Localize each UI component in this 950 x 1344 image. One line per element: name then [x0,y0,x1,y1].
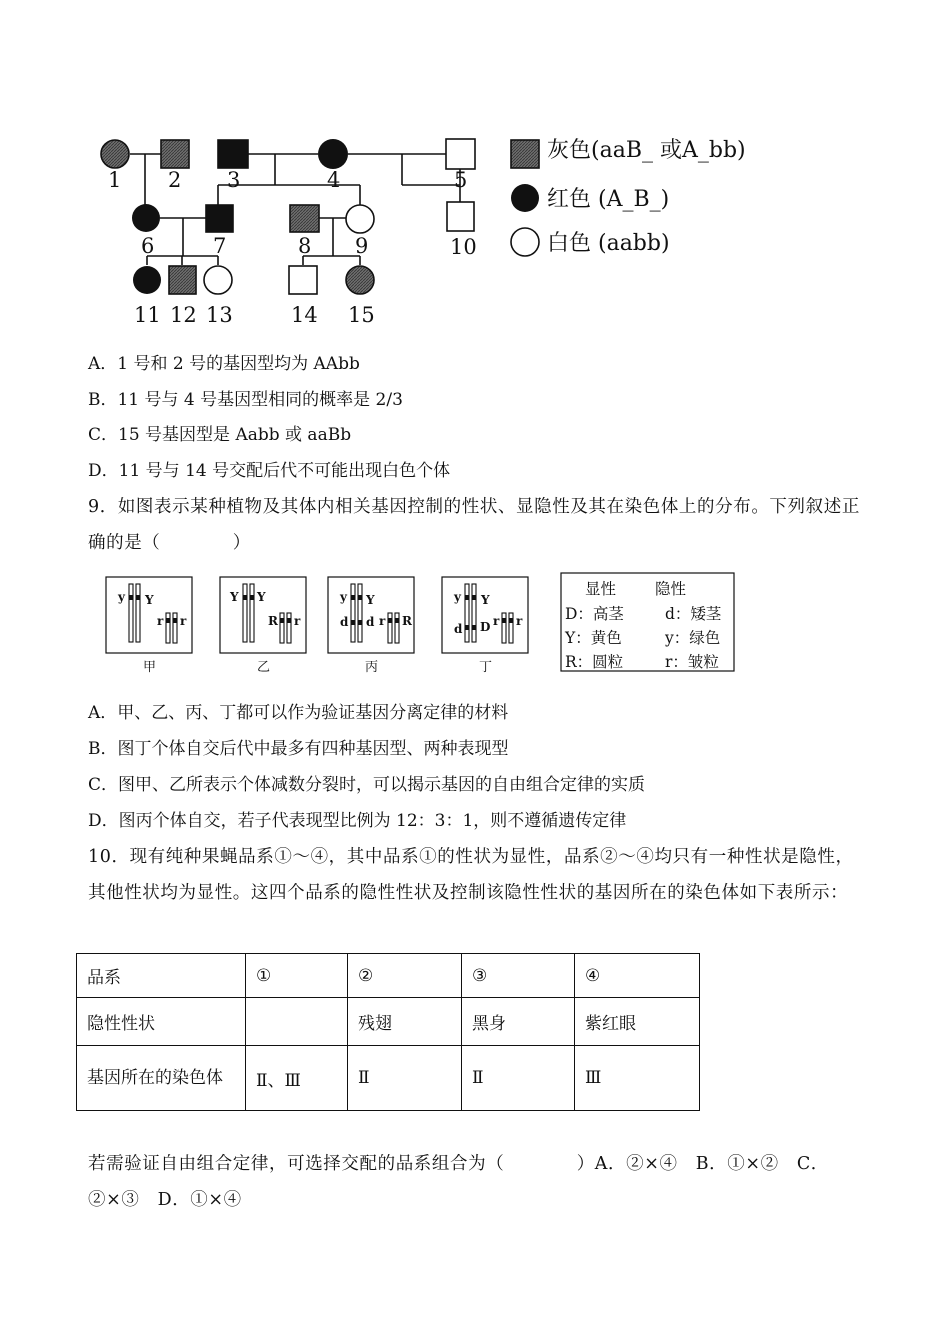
table-row [77,1046,700,1111]
gray-square-icon [511,140,539,168]
number-label: 4 [327,168,341,192]
gene-label: r [157,614,164,628]
q9-option-c: C．图甲、乙所表示个体减数分裂时，可以揭示基因的自由组合定律的实质 [88,775,646,795]
number-label: 13 [206,303,233,327]
gene-label: y [340,590,347,604]
legend-dominant: D：高茎 [565,605,624,623]
table-cell: ② [348,954,462,998]
number-label: 1 [108,168,122,192]
panel-label: 丁 [479,660,493,675]
legend-gray: 灰色(aaB_ 或A_bb) [547,138,746,163]
individual-9 [346,205,374,233]
gene-label: r [516,614,523,628]
gene-label: r [493,614,500,628]
legend-recessive: r：皱粒 [665,653,719,671]
gene-label: y [454,590,461,604]
q9-option-b: B．图丁个体自交后代中最多有四种基因型、两种表现型 [88,739,509,759]
number-label: 10 [450,235,477,259]
number-label: 8 [298,234,312,258]
table-cell: 残翅 [348,998,462,1046]
legend-dominant: R：圆粒 [565,653,624,671]
individual-14 [289,266,317,294]
panel-label: 甲 [143,660,157,675]
number-label: 7 [213,234,227,258]
table-cell: Ⅱ [348,1046,462,1111]
individual-12 [169,266,196,294]
table-cell: 基因所在的染色体 [77,1046,246,1111]
individual-1 [101,140,129,168]
q9-option-d: D．图丙个体自交，若子代表现型比例为 12：3：1，则不遵循遗传定律 [88,811,627,831]
individual-4 [318,139,348,169]
q9-option-a: A．甲、乙、丙、丁都可以作为验证基因分离定律的材料 [88,703,509,723]
table-cell: Ⅱ [462,1046,575,1111]
gene-label: r [180,614,187,628]
individual-5 [446,139,475,169]
individual-7 [206,205,233,232]
individual-15 [346,266,374,294]
table-cell: ③ [462,954,575,998]
table-cell: 黑身 [462,998,575,1046]
number-label: 14 [291,303,318,327]
strain-table [76,953,700,1111]
legend-white: 白色 (aabb) [547,231,670,256]
panel-label: 丙 [365,660,379,675]
table-cell: 紫红眼 [575,998,700,1046]
legend-header-dominant: 显性 [585,580,617,598]
individual-10 [447,202,474,231]
q9-stem: 9．如图表示某种植物及其体内相关基因控制的性状、显隐性及其在染色体上的分布。下列叙述正确的是（ ） [88,497,860,553]
table-cell: Ⅱ、Ⅲ [246,1046,348,1111]
number-label: 2 [168,168,182,192]
gene-label: Y [366,593,375,607]
individual-3 [218,140,248,168]
table-cell: ① [246,954,348,998]
q8-option-d: D．11 号与 14 号交配后代不可能出现白色个体 [88,461,451,481]
gene-label: D [480,620,491,634]
q8-option-c: C．15 号基因型是 Aabb 或 aaBb [88,425,352,445]
table-cell [246,998,348,1046]
table-row [77,998,700,1046]
gene-label: d [454,622,463,636]
number-label: 15 [348,303,375,327]
table-cell: Ⅲ [575,1046,700,1111]
empty-circle-icon [511,228,539,256]
individual-2 [161,140,189,168]
number-label: 12 [170,303,197,327]
gene-label: r [379,614,386,628]
table-cell: ④ [575,954,700,998]
gene-label: Y [257,590,266,604]
panel-label: 乙 [257,660,271,675]
legend-recessive: y：绿色 [665,629,721,647]
q10-ending: 若需验证自由组合定律，可选择交配的品系组合为（ ）A．②×④ B．①×② C．②×③ D．①×④ [88,1154,829,1210]
table-row [77,954,700,998]
q10-stem: 10．现有纯种果蝇品系①～④，其中品系①的性状为显性，品系②～④均只有一种性状是隐性，其他性状均为显性。这四个品系的隐性性状及控制该隐性性状的基因所在的染色体如下表所示： [88,847,854,903]
gene-label: Y [481,593,490,607]
number-label: 9 [355,234,369,258]
gene-label: R [402,614,412,628]
chromosome-figure [100,570,740,682]
number-label: 6 [141,234,155,258]
individual-13 [204,266,232,294]
gene-label: r [294,614,301,628]
gene-label: d [340,615,349,629]
number-label: 5 [454,168,468,192]
individual-6 [132,204,160,232]
table-cell: 品系 [77,954,246,998]
individual-8 [290,205,319,232]
number-label: 11 [134,303,161,327]
gene-label: d [366,615,375,629]
gene-label: R [268,614,278,628]
gene-label: Y [230,590,239,604]
pedigree-chart [90,125,770,335]
legend-header-recessive: 隐性 [655,580,687,598]
individual-11 [133,266,161,294]
gene-label: Y [145,593,154,607]
filled-circle-icon [511,184,539,212]
q8-option-b: B．11 号与 4 号基因型相同的概率是 2/3 [88,390,403,410]
legend-dominant: Y：黄色 [565,629,622,647]
legend-red: 红色 (A_B_) [547,187,670,212]
legend-recessive: d：矮茎 [665,605,722,623]
q8-option-a: A．1 号和 2 号的基因型均为 AAbb [88,354,360,374]
gene-label: y [118,590,125,604]
table-cell: 隐性性状 [77,998,246,1046]
number-label: 3 [227,168,241,192]
